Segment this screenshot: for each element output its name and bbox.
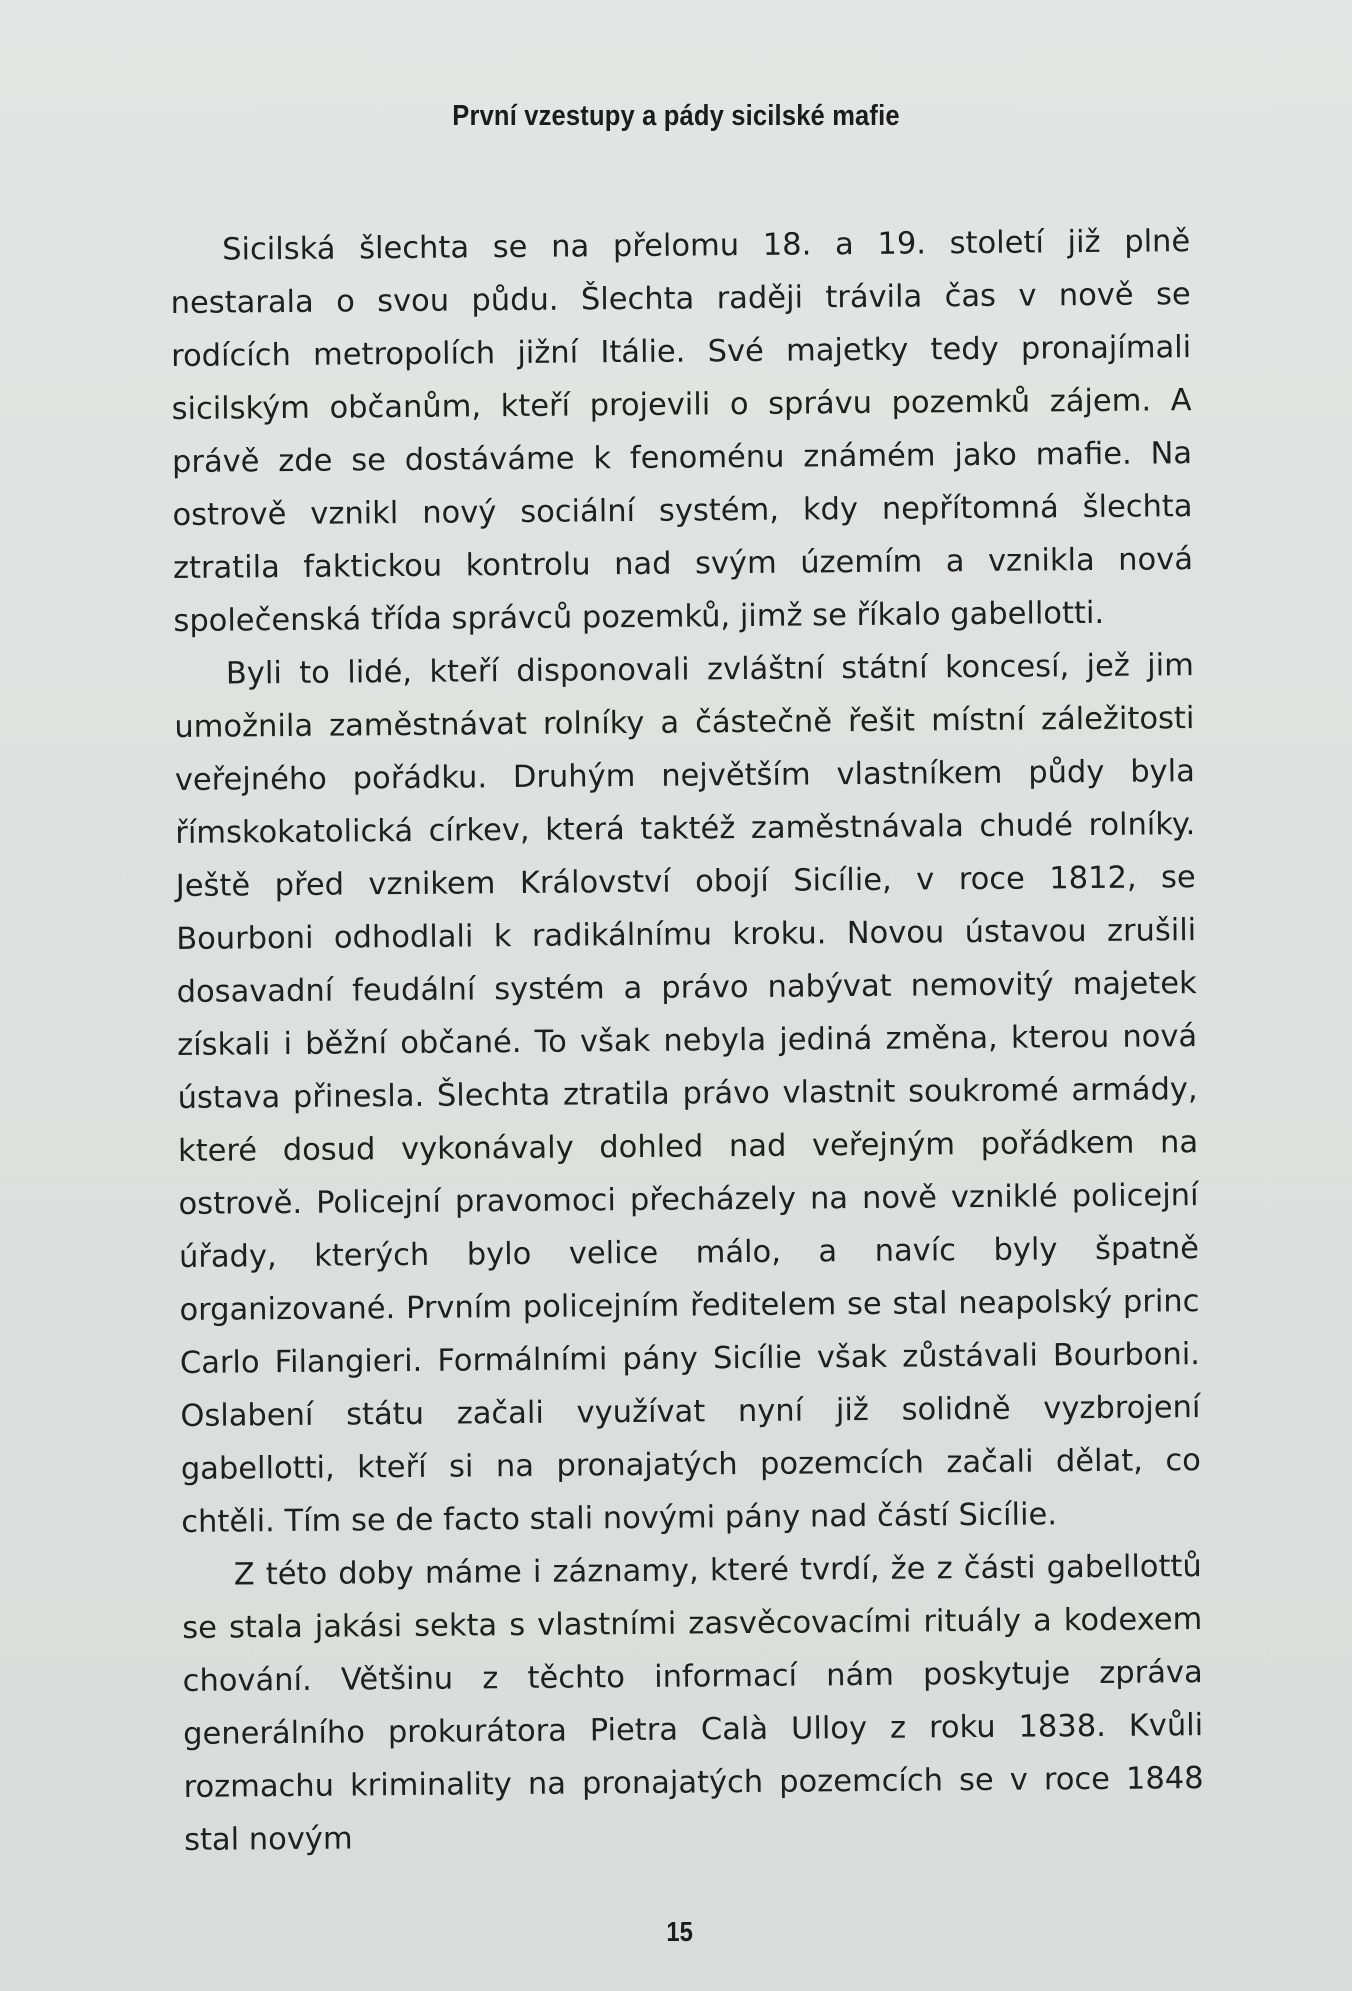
running-header: První vzestupy a pády sicilské mafie [452, 100, 900, 132]
page-number: 15 [666, 1916, 693, 1947]
body-text [170, 215, 1204, 1867]
paragraph-1: Sicilská šlechta se na přelomu 18. a 19. století již plně nestarala o svou půdu. Šlechta raději trávila čas v nově se rodících metropolích jižní Itálie. Své majetky tedy pronajímali sicilským občanům, kteří projevili o správu pozemků zájem. A právě zde se dostáváme k fenoménu známém jako mafie. Na ostrově vznikl nový sociální systém, kdy nepřítomná šlechta ztratila faktickou kontrolu nad svým územím a vznikla nová společenská třída správců pozemků, jimž se říkalo gabellotti. [170, 224, 1194, 639]
paragraph-2: Byli to lidé, kteří disponovali zvláštní státní koncesí, jež jim umožnila zaměstnávat rolníky a částečně řešit místní záležitosti veřejného pořádku. Druhým největším vlastníkem půdy byla římskokatolická církev, která taktéž zaměstnávala chudé rolníky. Ještě před vznikem Království obojí Sicílie, v roce 1812, se Bourboni odhodlali k radikálnímu kroku. Novou ústavou zrušili dosavadní feudální systém a právo nabývat nemovitý majetek získali i běžní občané. To však nebyla jediná změna, kterou nová ústava přinesla. Šlechta ztratila právo vlastnit soukromé armády, které dosud vykonávaly dohled nad veřejným pořádkem na ostrově. Policejní pravomoci přecházely na nově vzniklé policejní úřady, kterých bylo velice málo, a navíc byly špatně organizované. Prvním policejním ředitelem se stal neapolský princ Carlo Filangieri. Formálními pány Sicílie však zůstávali Bourboni. Oslabení státu začali využívat nyní již solidně vyzbrojení gabellotti, kteří si na pronajatých pozemcích začali dělat, co chtěli. Tím se de facto stali novými pány nad částí Sicílie. [174, 648, 1201, 1540]
paragraph-3: Z této doby máme i záznamy, které tvrdí, že z části gabellottů se stala jakási sekta s vlastními zasvěcovacími rituály a kodexem chování. Většinu z těchto informací nám poskytuje zpráva generálního prokurátora Pietra Calà Ulloy z roku 1838. Kvůli rozmachu kriminality na pronajatých pozemcích se v roce 1848 stal novým [182, 1549, 1204, 1858]
